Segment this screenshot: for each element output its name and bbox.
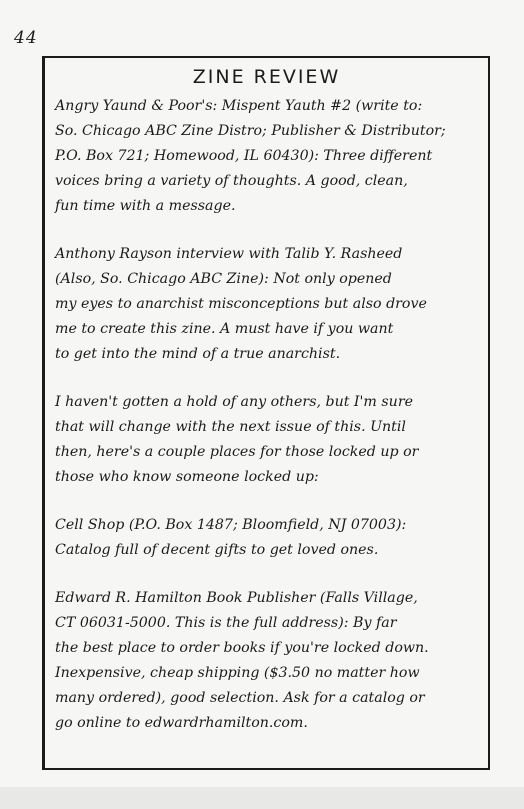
- text-line: Angry Yaund & Poor's: Mispent Yauth #2 (write to:: [55, 98, 423, 114]
- page-bottom-edge: [0, 787, 524, 809]
- review-paragraph-4: [55, 513, 482, 563]
- text-line: (Also, So. Chicago ABC Zine): Not only opened: [55, 271, 392, 287]
- review-paragraph-5: [55, 586, 482, 736]
- text-line: P.O. Box 721; Homewood, IL 60430): Three different: [55, 148, 433, 164]
- text-line: the best place to order books if you're locked down.: [55, 640, 429, 656]
- text-line: Cell Shop (P.O. Box 1487; Bloomfield, NJ 07003):: [55, 517, 407, 533]
- text-line: So. Chicago ABC Zine Distro; Publisher & Distributor;: [55, 123, 446, 139]
- text-line: me to create this zine. A must have if you want: [55, 321, 394, 337]
- text-line: that will change with the next issue of this. Until: [55, 419, 406, 435]
- text-line: Edward R. Hamilton Book Publisher (Falls Village,: [55, 590, 418, 606]
- text-line: I haven't gotten a hold of any others, but I'm sure: [55, 394, 413, 410]
- text-line: those who know someone locked up:: [55, 469, 319, 485]
- text-line: go online to edwardrhamilton.com.: [55, 715, 308, 731]
- review-frame: [42, 56, 490, 770]
- text-line: CT 06031-5000. This is the full address): By far: [55, 615, 397, 631]
- text-line: then, here's a couple places for those locked up or: [55, 444, 419, 460]
- text-line: voices bring a variety of thoughts. A good, clean,: [55, 173, 408, 189]
- review-paragraph-3: [55, 390, 482, 490]
- text-line: my eyes to anarchist misconceptions but also drove: [55, 296, 427, 312]
- review-body: [55, 94, 482, 759]
- review-paragraph-1: [55, 94, 482, 219]
- page-number: 44: [14, 28, 38, 48]
- text-line: fun time with a message.: [55, 198, 236, 214]
- text-line: to get into the mind of a true anarchist.: [55, 346, 341, 362]
- text-line: Inexpensive, cheap shipping ($3.50 no matter how: [55, 665, 420, 681]
- text-line: Catalog full of decent gifts to get loved ones.: [55, 542, 379, 558]
- review-paragraph-2: [55, 242, 482, 367]
- text-line: many ordered), good selection. Ask for a catalog or: [55, 690, 425, 706]
- text-line: Anthony Rayson interview with Talib Y. Rasheed: [55, 246, 403, 262]
- page-title: ZINE REVIEW: [192, 66, 341, 88]
